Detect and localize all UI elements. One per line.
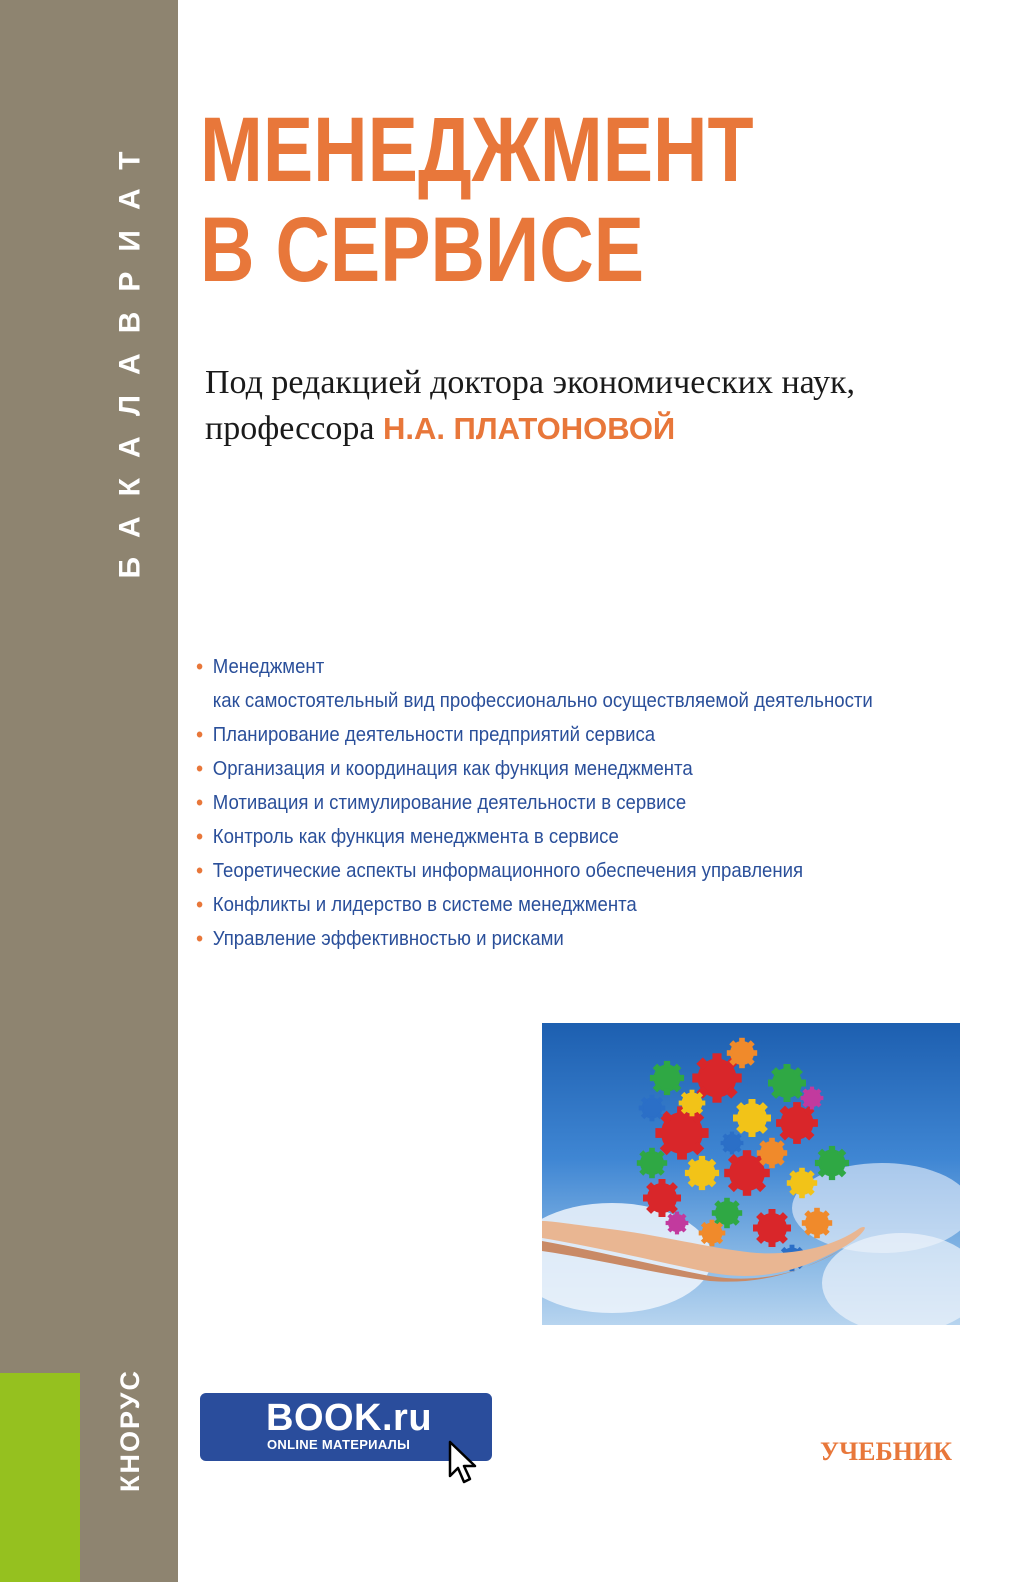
topic-item: • Планирование деятельности предприятий сервиса xyxy=(196,718,940,752)
cover-illustration xyxy=(542,1023,960,1325)
spine-green-block xyxy=(0,1373,80,1582)
bullet-icon: • xyxy=(196,824,204,849)
bullet-icon: • xyxy=(196,722,204,747)
topic-item: • Менеджмент как самостоятельный вид профессионально осуществляемой деятельности xyxy=(196,650,940,718)
topic-item: • Организация и координация как функция менеджмента xyxy=(196,752,940,786)
online-materials-label: ONLINE МАТЕРИАЛЫ xyxy=(267,1437,411,1452)
publisher-label: КНОРУС xyxy=(114,1368,145,1492)
editor-line-1: Под редакцией доктора экономических наук, xyxy=(205,364,856,401)
mouse-pointer-icon xyxy=(448,1440,478,1484)
topic-item: • Мотивация и стимулирование деятельности в сервисе xyxy=(196,786,940,820)
title-line-2: В СЕРВИСЕ xyxy=(200,199,645,301)
bullet-icon: • xyxy=(196,654,204,679)
editor-credit xyxy=(205,360,1005,452)
topic-item: • Теоретические аспекты информационного обеспечения управления xyxy=(196,854,940,888)
topic-list xyxy=(196,650,996,956)
bullet-icon: • xyxy=(196,756,204,781)
title-line-1: МЕНЕДЖМЕНТ xyxy=(200,99,754,201)
bullet-icon: • xyxy=(196,858,204,883)
bullet-icon: • xyxy=(196,892,204,917)
editor-prefix: профессора xyxy=(205,410,375,447)
topic-item: • Контроль как функция менеджмента в сервисе xyxy=(196,820,940,854)
gears-illustration xyxy=(542,1023,960,1325)
topic-item: • Конфликты и лидерство в системе менеджмента xyxy=(196,888,940,922)
editor-line-2 xyxy=(205,406,1005,452)
book-title xyxy=(200,100,856,300)
document-type-label: УЧЕБНИК xyxy=(820,1437,952,1466)
editor-name: Н.А. ПЛАТОНОВОЙ xyxy=(382,411,676,446)
bullet-icon: • xyxy=(196,926,204,951)
series-label: БАКАЛАВРИАТ xyxy=(113,131,146,579)
bullet-icon: • xyxy=(196,790,204,815)
topic-item: • Управление эффективностью и рисками xyxy=(196,922,940,956)
book-ru-label: BOOK.ru xyxy=(266,1397,433,1439)
